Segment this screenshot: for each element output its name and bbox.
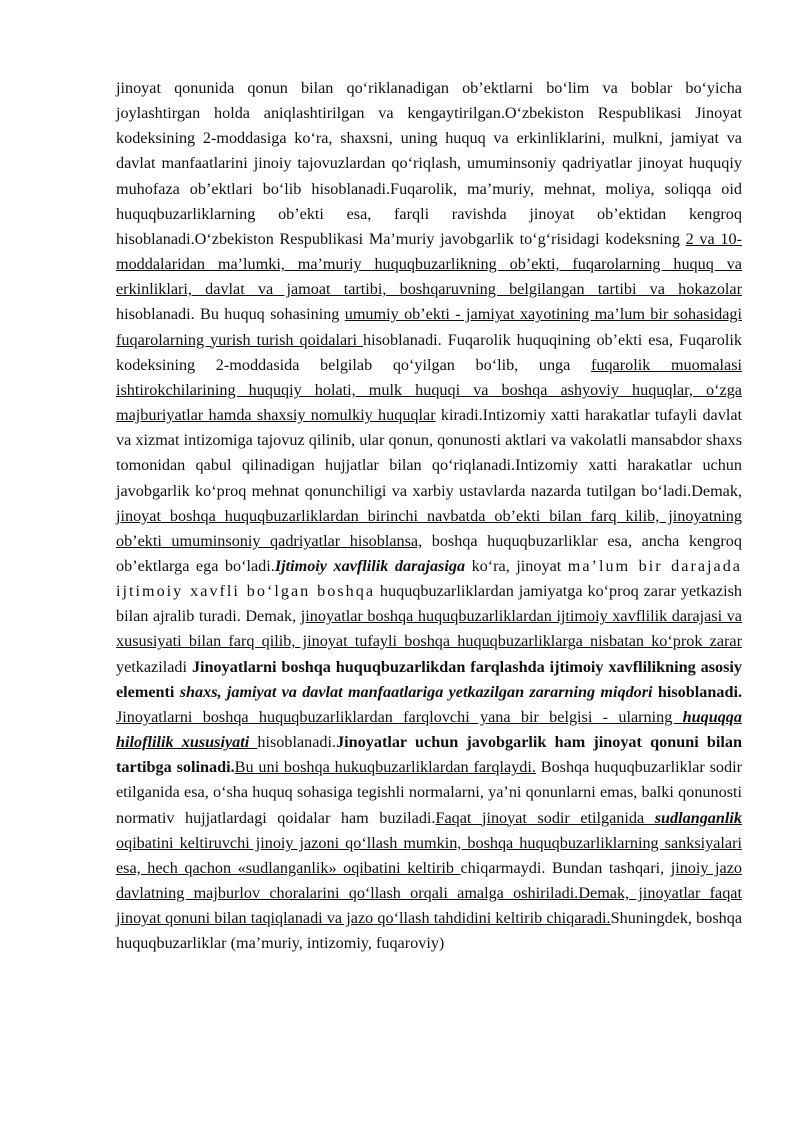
text-run: Jinoyatlar uchun javobgarlik ham jinoyat qonuni bilan tartibga solinadi. [116,733,742,777]
text-run: hisoblanadi. [652,682,742,701]
text-run: Shuningdek, boshqa huquqbuzarliklar (ma’muriy, intizomiy, fuqaroviy) [116,909,742,953]
text-run: jinoiy jazo davlatning majburlov choralarini qo‘llash orqali amalga oshiriladi.Demak, jinoyatlar faqat jinoyat qonuni bilan taqiqlanadi va jazo qo‘llash tahdidini keltirib chiqaradi. [116,858,742,928]
text-run: Ijtimoiy xavflilik darajasiga [274,556,466,575]
text-run: jinoyat boshqa huquqbuzarliklardan birinchi navbatda ob’ekti bilan farq kilib, jinoyatning ob’ekti umuminsoniy qadriyatlar hisoblansa, [116,506,742,550]
text-run: shaxs, jamiyat va davlat manfaatlariga yetkazilgan zararning miqdori [179,682,653,701]
text-run: yetkaziladi [116,657,192,676]
text-run: jinoyatlar boshqa huquqbuzarliklardan ijtimoiy xavflilik darajasi va xususiyati bilan farq qilib, jinoyat tufayli boshqa huquqbuzarliklarga nisbatan ko‘prok zarar [116,607,742,651]
text-run: umumiy ob’ekti - jamiyat xayotining ma’lum bir sohasidagi fuqarolarning yurish turish qoidalari [116,305,742,349]
text-run: kiradi.Intizomiy xatti harakatlar tufayli davlat va xizmat intizomiga tajovuz qilinib, ular qonun, qonunosti aktlari va vakolatli mansabdor shaxs tomonidan qabul qilinadigan hujjatlar bilan qo‘riqlanadi.Intizomiy xatti harakatlar uchun javobgarlik ko‘proq mehnat qonunchiligi va xarbiy ustavlarda nazarda tutilgan bo‘ladi.Demak, [116,406,742,500]
text-run: jinoyat qonunida qonun bilan qo‘riklanadigan ob’ektlarni bo‘lim va boblar bo‘yicha joylashtirgan holda aniqlashtirilgan va kengaytirilgan.O‘zbekiston Respublikasi Jinoyat kodeksining 2-moddasiga ko‘ra, shaxsni, uning huquq va erkinliklarini, mulkni, jamiyat va davlat manfaatlarini jinoiy tajovuzlardan qo‘riqlash, umuminsoniy qadriyatlar jinoyat huquqiy muhofaza ob’ektlari bo‘lib hisoblanadi.Fuqarolik, ma’muriy, mehnat, moliya, soliqqa oid huquqbuzarliklarning ob’ekti esa, farqli ravishda jinoyat ob’ektidan kengroq hisoblanadi.O‘zbekiston Respublikasi Ma’muriy javobgarlik to‘g‘risidagi kodeksning [116,79,742,248]
text-run: ma’lum bir darajada ijtimoiy xavfli bo‘lgan boshqa [116,556,742,601]
document-page [116,76,742,956]
text-run: hisoblanadi. [257,733,337,752]
text-run: boshqa huquqbuzarliklar esa, ancha kengroq ob’ektlarga ega bo‘ladi. [116,531,742,575]
text-run: Jinoyatlarni boshqa huquqbuzarlikdan farqlashda ijtimoiy xavflilikning asosiy elementi [116,657,742,701]
text-run: hisoblanadi. Bu huquq sohasining [116,305,345,324]
text-run: Faqat jinoyat sodir etilganida [435,808,655,827]
text-run: ko‘ra, jinoyat [465,556,568,575]
text-run: Boshqa huquqbuzarliklar sodir etilganida esa, o‘sha huquq sohasiga tegishli normalarni, ya’ni qonunlarni emas, balki qonunosti normativ hujjatlardagi qoidalar ham buziladi. [116,758,743,827]
text-run: oqibatini keltiruvchi jinoiy jazoni qo‘llash mumkin, boshqa huquqbuzarliklarning sanksiyalari esa, hech qachon «sudlanganlik» oqibatini keltirib [116,833,742,877]
text-run: Bu uni boshqa hukuqbuzarliklardan farqlaydi. [234,758,536,777]
text-run: huquqqa hiloflilik xususiyati [116,707,742,752]
text-run: 2 va 10-moddalaridan ma’lumki, ma’muriy huquqbuzarlikning ob’ekti, fuqarolarning huquq va erkinliklari, davlat va jamoat tartibi, boshqaruvning belgilangan tartibi va hokazolar [116,229,742,299]
body-paragraph [116,76,742,956]
text-run: sudlanganlik [654,808,742,827]
text-run: hisoblanadi. Fuqarolik huquqining ob’ekti esa, Fuqarolik kodeksining 2-moddasida belgilab qo‘yilgan bo‘lib, unga [116,330,742,374]
text-run: fuqarolik muomalasi ishtirokchilarining huquqiy holati, mulk huquqi va boshqa ashyoviy huquqlar, o‘zga majburiyatlar hamda shaxsiy nomulkiy huquqlar [116,355,742,425]
text-run: huquqbuzarliklardan jamiyatga ko‘proq zarar yetkazish bilan ajralib turadi. Demak, [116,582,742,626]
text-run: Jinoyatlarni boshqa huquqbuzarliklardan farqlovchi yana bir belgisi - ularning [116,707,683,726]
text-run: chiqarmaydi. Bundan tashqari, [460,858,671,877]
